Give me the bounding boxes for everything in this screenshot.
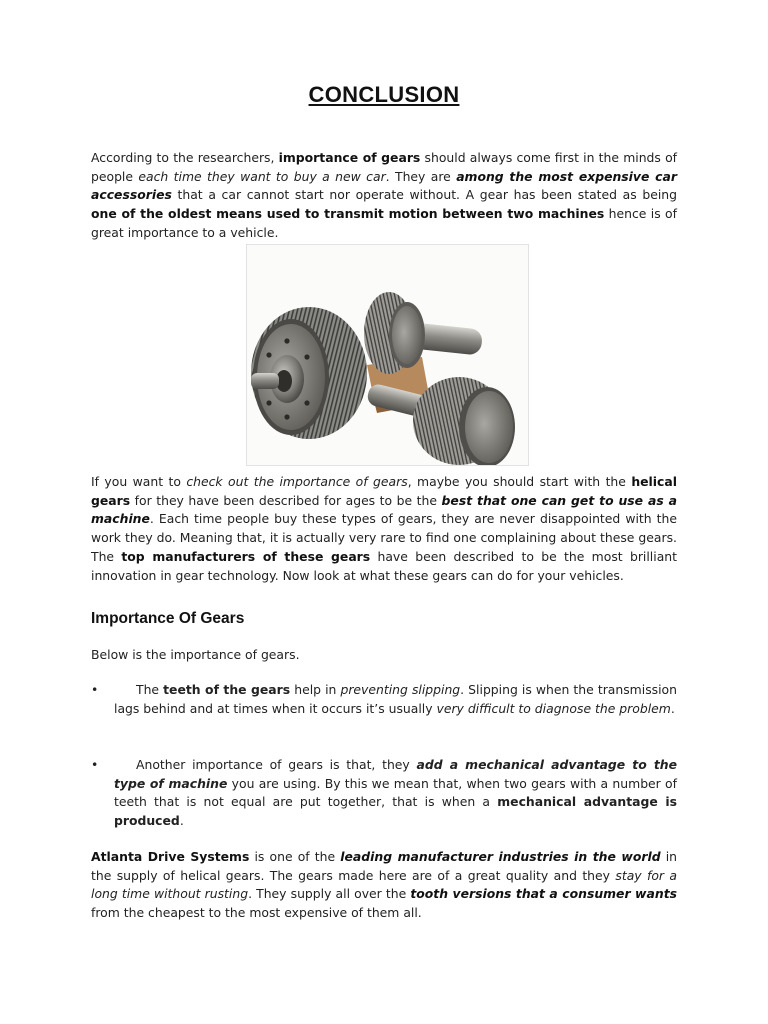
text-run: in the supply of helical gears. The gears made here are of a great quality and they [91,849,678,883]
intro-paragraph [91,149,677,243]
text-run: . They supply all over the [248,886,411,902]
text-run: have been described to be the most brilliant innovation in gear technology. Now look at what these gears can do for your vehicles. [91,548,678,583]
intro-list-paragraph: Below is the importance of gears. [91,647,300,662]
text-run: . Slipping is when the transmission lags behind and at times when it occurs it’s usually [114,682,677,716]
stub-shaft [251,373,279,389]
bold-run: top manufacturers of these gears [121,548,371,564]
bold-run: Atlanta Drive Systems [91,849,250,864]
text-run: is one of the [249,849,341,864]
text-run: . Each time people buy these types of gears, they are never disappointed with the work they do. Meaning that, it is actually very rare to find one complaining about these gears. The [91,511,677,564]
text-run: from the cheapest to the most expensive of them all. [91,905,422,921]
text-run: . [179,813,184,829]
list-item-text [114,756,677,831]
bold-run: importance of gears [278,150,421,165]
bold-italic-run: tooth versions that a consumer wants [410,886,677,902]
italic-run: preventing slipping [340,682,461,697]
text-run: for they have been described for ages to be the [130,492,442,508]
bold-italic-run: best that one can get to use as a machine [91,492,677,527]
text-run: According to the researchers, [91,150,279,165]
italic-run: very difficult to diagnose the problem [436,700,671,716]
bullet-icon: • [91,757,99,772]
bold-run: mechanical advantage is produced [114,794,677,829]
text-run: If you want to [91,474,187,489]
text-run: The [136,682,164,697]
text-run: help in [290,682,341,697]
bold-run: one of the oldest means used to transmit motion between two machines [91,206,605,222]
page-title: CONCLUSION [308,82,460,107]
text-run: , maybe you should start with the [407,474,632,489]
bold-italic-run: add a mechanical advantage to the type of machine [114,757,677,791]
manufacturer-paragraph [91,848,677,923]
list-item-text [114,681,677,718]
text-run: you are using. By this we mean that, when two gears with a number of teeth that is not equal are put together, that is when a [114,775,677,810]
bold-run: teeth of the gears [163,682,291,697]
italic-run: each time they want to buy a new car [138,168,386,184]
bold-run: helical gears [91,474,678,508]
gears-figure [246,244,529,466]
text-run: . [670,700,675,716]
text-run: hence is of great importance to a vehicle. [91,206,677,240]
italic-run: stay for a long time without rusting [91,867,678,902]
text-run: Another importance of gears is that, they [136,757,417,772]
helical-gears-paragraph [91,473,677,585]
helical-gears-photo [247,245,528,465]
bold-italic-run: among the most expensive car accessories [91,168,677,203]
text-run: should always come first in the minds of people [91,150,678,184]
bullet-icon: • [91,682,99,697]
text-run: that a car cannot start nor operate without. A gear has been stated as being [171,187,677,203]
bold-italic-run: leading manufacturer industries in the world [340,849,661,864]
section-heading: Importance Of Gears [91,610,245,627]
text-run: . They are [385,168,457,184]
italic-run: check out the importance of gears [186,474,408,489]
